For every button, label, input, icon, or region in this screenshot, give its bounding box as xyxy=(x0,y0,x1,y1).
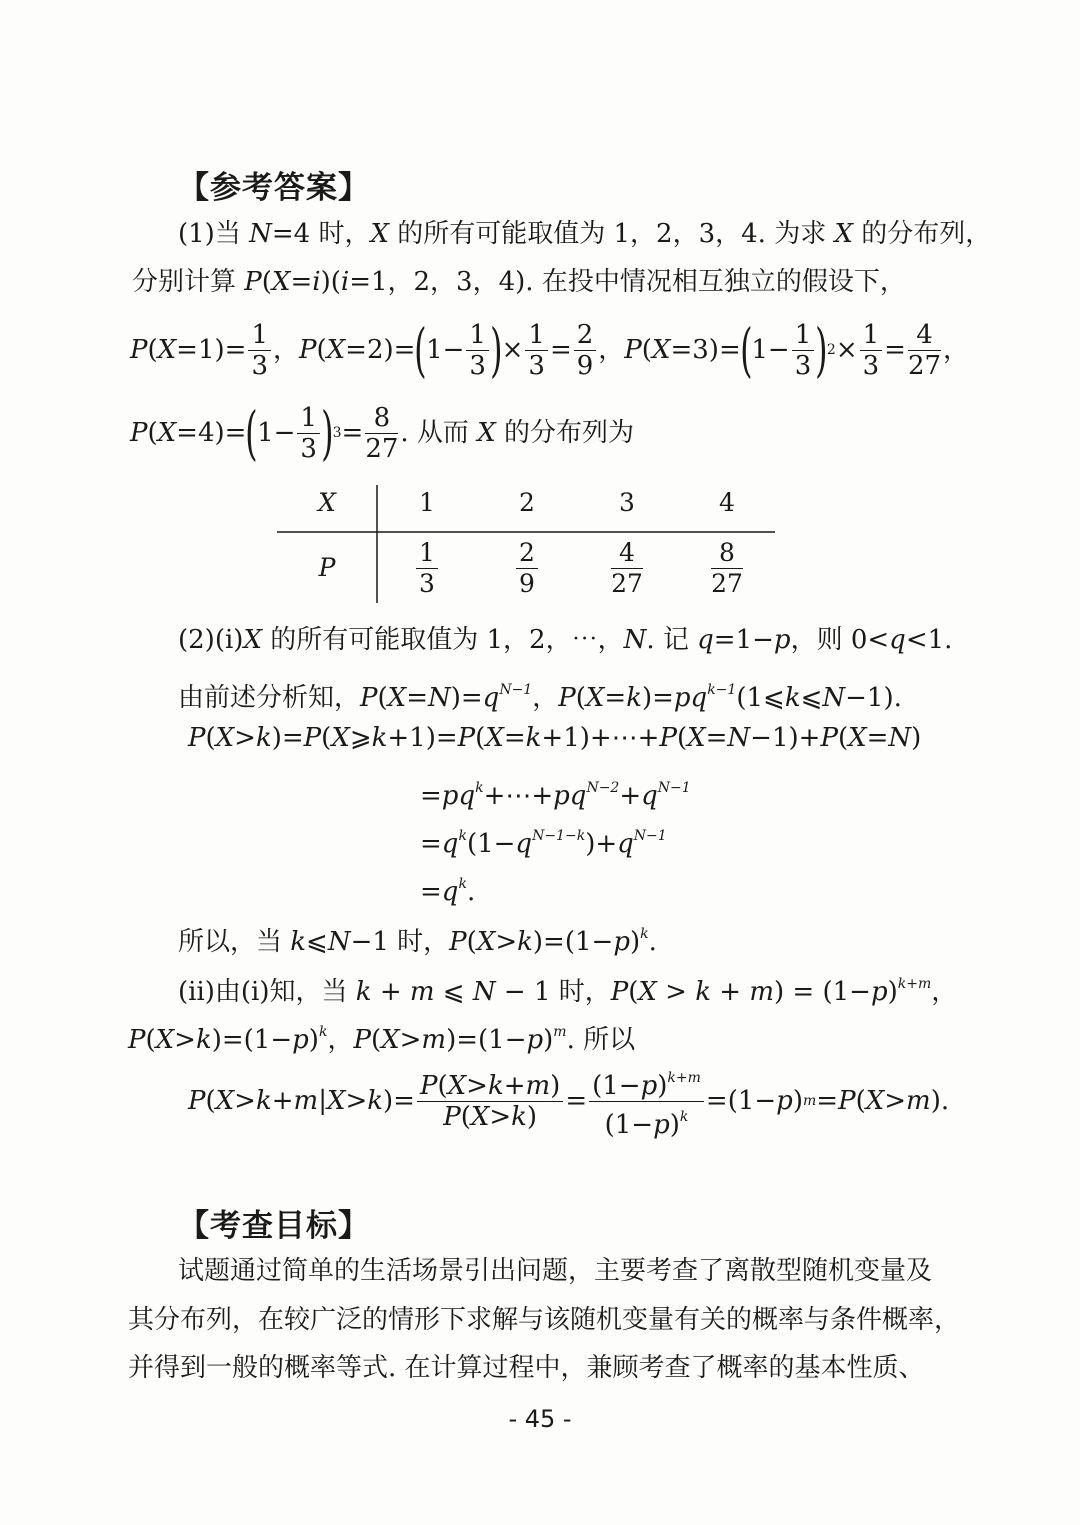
part2-line1: (2)(ⅰ)X 的所有可能取值为 1，2，⋯，N. 记 q=1−p，则 0<q<1. xyxy=(178,625,953,655)
part2-ii-line2: $P(X>k)=(1-p)^k$，$P(X>m)=(1-p)^m$. 所以 xyxy=(128,1024,636,1055)
objective-line3: 并得到一般的概率等式. 在计算过程中，兼顾考查了概率的基本性质、 xyxy=(128,1353,925,1383)
part2-derivation-4: $=q^k$. xyxy=(420,876,476,907)
part2-derivation-3: $=q^k(1-q^{N-1-k})+q^{N-1}$ xyxy=(420,828,667,859)
part1-line2: 分别计算 P(X=i)(i=1，2，3，4). 在投中情况相互独立的假设下， xyxy=(132,267,906,297)
objective-line1: 试题通过简单的生活场景引出问题，主要考查了离散型随机变量及 xyxy=(178,1256,933,1286)
table-p-cell: $\frac{8}{27}$ xyxy=(711,538,743,598)
part2-derivation-1: P(X>k)=P(X⩾k+1)=P(X=k+1)+⋯+P(X=N−1)+P(X=N) xyxy=(188,723,922,753)
table-p-cell: $\frac{1}{3}$ xyxy=(377,538,477,599)
table-header-p: P xyxy=(318,553,336,582)
answer-heading: 【参考答案】 xyxy=(178,170,370,206)
page-number: - 45 - xyxy=(508,1405,572,1433)
objective-line2: 其分布列，在较广泛的情形下求解与该随机变量有关的概率与条件概率， xyxy=(128,1305,961,1335)
part2-line2: 由前述分析知，$P(X=N)=q^{N-1}$，$P(X=k)=pq^{k-1}(1⩽k⩽N-1)$. xyxy=(178,682,902,713)
objective-heading: 【考查目标】 xyxy=(178,1208,370,1244)
table-x-cell: 2 xyxy=(519,488,535,517)
table-p-cell: $\frac{2}{9}$ xyxy=(477,538,577,599)
table-header-x: X xyxy=(318,488,336,517)
part2-conclusion: 所以，当 k⩽N−1 时，$P(X>k)=(1-p)^k$. xyxy=(178,926,657,957)
part2-ii-line1: (ⅱ)由(ⅰ)知，当 k + m ⩽ N − 1 时，$P(X > k + m) = (1-p)^{k+m}$， xyxy=(178,976,958,1007)
table-x-cell: 1 xyxy=(419,488,435,517)
table-x-cell: 3 xyxy=(619,488,635,517)
part1-line1: (1)当 N=4 时，X 的所有可能取值为 1，2，3，4. 为求 X 的分布列， xyxy=(178,219,992,249)
part2-final-equation: P ( X > k + m | X > k )= $\frac{P(X>k+m)}{P(X>k)}$ = $\frac{(1-p)^{k+m}}{(1-p)^k}$ =(1− p ) m = P ( X > m ). xyxy=(188,1066,949,1136)
part1-eq1: P ( X =1)= $\frac{1}{3}$ ， P ( X =2)= ( 1− $\frac{1}{3}$ ) × $\frac{1}{3}$ = $\frac{2}{9}$ ， P ( X =3)= ( 1− $\frac{1}{3}$ ) 2 × $\frac{1}{3}$ = $\frac{4}{27}$ ， xyxy=(130,316,970,384)
table-p-cell: $\frac{4}{27}$ xyxy=(611,538,643,598)
table-x-cell: 4 xyxy=(719,488,735,517)
part2-derivation-2: $=pq^k+\cdots+pq^{N-2}+q^{N-1}$ xyxy=(420,780,691,811)
part1-eq2: P ( X =4)= ( 1− $\frac{1}{3}$ ) 3 = $\frac{8}{27}$ . 从而 X 的分布列为 xyxy=(130,399,634,467)
